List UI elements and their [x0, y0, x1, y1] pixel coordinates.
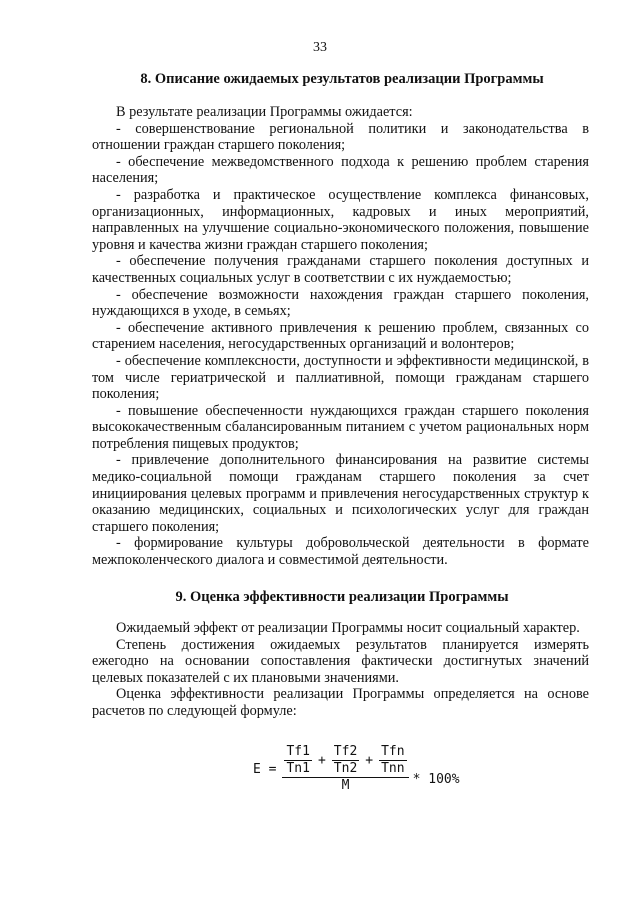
formula-lhs: E =	[253, 761, 277, 777]
main-fraction	[282, 744, 408, 794]
list-item: - совершенствование региональной политики и законодательства в отношении граждан старшего поколения;	[92, 120, 589, 154]
section-8-heading: 8. Описание ожидаемых результатов реализации Программы	[140, 71, 544, 87]
paragraph: Степень достижения ожидаемых результатов планируется измерять ежегодно на основании сопоставления фактически достигнутых значений целевых показателей с их плановыми значениями.	[92, 636, 589, 686]
list-item: - обеспечение межведомственного подхода к решению проблем старения населения;	[92, 153, 589, 187]
list-item: - разработка и практическое осуществление комплекса финансовых, организационных, информационных, кадровых и иных мероприятий, направленных на улучшение социально-экономического положения, повышение уровня и качества жизни граждан старшего поколения;	[92, 186, 589, 253]
list-item: - обеспечение комплексности, доступности и эффективности медицинской, в том числе гериатрической и паллиативной, помощи гражданам старшего поколения;	[92, 352, 589, 403]
term-1-num: Tf1	[286, 744, 310, 759]
term-n-num: Tfn	[381, 744, 405, 759]
page-number: 33	[313, 40, 327, 55]
list-item: - обеспечение возможности нахождения граждан старшего поколения, нуждающихся в уходе, в семьях;	[92, 286, 589, 320]
term-1-den: Tn1	[286, 761, 310, 776]
list-item: - обеспечение активного привлечения к решению проблем, связанных со старением населения, негосударственных организаций и волонтеров;	[92, 319, 589, 353]
list-item: - повышение обеспеченности нуждающихся граждан старшего поколения высококачественным сбалансированным питанием с учетом рациональных норм потребления пищевых продуктов;	[92, 402, 589, 452]
list-item: - формирование культуры добровольческой деятельности в формате межпоколенческого диалога и совместимой деятельности.	[92, 535, 589, 569]
list-item: - привлечение дополнительного финансирования на развитие системы медико-социальной помощи гражданам старшего поколения за счет инициирования целевых программ и привлечения негосударственных структур к оказанию медицинских, социальных и психологических услуг для граждан старшего поколения;	[92, 452, 589, 535]
paragraph: Ожидаемый эффект от реализации Программы носит социальный характер.	[116, 620, 580, 636]
formula-multiplier: * 100%	[412, 771, 460, 787]
list-item: - обеспечение получения гражданами старшего поколения доступных и качественных социальных услуг в соответствии с их нуждаемостью;	[92, 253, 589, 286]
fraction-denominator: M	[341, 778, 350, 793]
efficiency-formula	[253, 744, 460, 794]
section-8-body	[92, 104, 589, 569]
fraction-numerator	[282, 744, 408, 777]
paragraph: В результате реализации Программы ожидается:	[116, 104, 413, 120]
paragraph: Оценка эффективности реализации Программы определяется на основе расчетов по следующей формуле:	[92, 686, 589, 719]
plus-sign: +	[365, 752, 374, 768]
term-n-den: Tnn	[381, 761, 405, 776]
section-9-heading: 9. Оценка эффективности реализации Программы	[175, 589, 509, 605]
section-9-body	[92, 620, 589, 720]
term-2	[332, 744, 359, 777]
term-2-num: Tf2	[333, 744, 358, 759]
term-2-den: Tn2	[333, 761, 358, 776]
term-n	[379, 744, 406, 777]
term-1	[284, 744, 311, 777]
plus-sign: +	[317, 752, 326, 768]
